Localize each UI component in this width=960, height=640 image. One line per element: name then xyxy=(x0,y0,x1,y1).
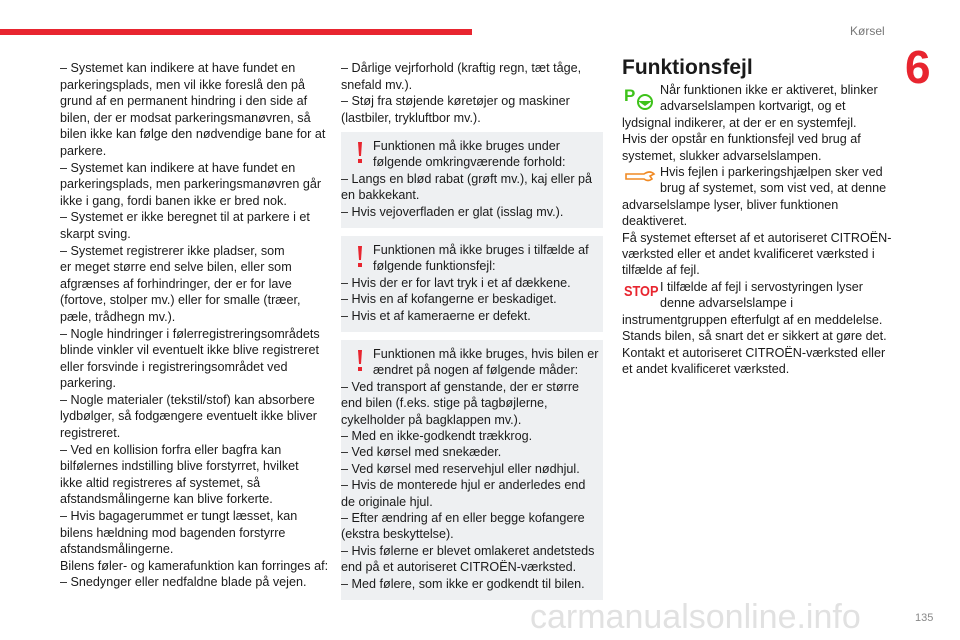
text-line: I tilfælde af fejl i servostyringen lyser xyxy=(660,279,863,294)
exclamation-warning-icon xyxy=(357,350,363,370)
exclamation-warning-icon xyxy=(357,246,363,266)
text-line: bilen ikke kan følge den nødvendige bane for at xyxy=(60,127,326,142)
header-accent-bar xyxy=(0,29,472,35)
text-line: – Nogle hindringer i følerregistreringsområdets xyxy=(60,326,320,341)
text-line: – Støj fra støjende køretøjer og maskiner xyxy=(341,94,570,109)
text-line: Funktionen må ikke bruges, hvis bilen er xyxy=(373,347,599,361)
text-line: ikke i gang, fordi banen ikke er bred nok. xyxy=(60,193,287,208)
text-line: cykelholder på bagklappen mv.). xyxy=(341,412,522,427)
text-line: Bilens føler- og kamerafunktion kan forringes af: xyxy=(60,558,329,573)
exclamation-warning-icon xyxy=(357,142,363,162)
text-line: lydbølger, så fodgængere eventuelt ikke bliver xyxy=(60,409,317,424)
text-line: er meget større end selve bilen, eller som xyxy=(60,260,292,275)
text-line: Kontakt et autoriseret CITROËN-værksted eller xyxy=(622,345,886,360)
text-line: ikke altid registreres af systemet, så xyxy=(60,475,261,490)
text-line: Funktionen må ikke bruges under xyxy=(373,139,560,153)
text-line: – Systemet er ikke beregnet til at parkere i et xyxy=(60,210,310,225)
text-line: afstandsmålingerne. xyxy=(60,542,174,557)
text-line: parkere. xyxy=(60,143,107,158)
text-line: – Systemet kan indikere at have fundet en xyxy=(60,61,296,75)
text-line: registreret. xyxy=(60,426,121,441)
text-line: brug af systemet, som vist ved, at denne xyxy=(660,181,887,196)
text-line: – Ved transport af genstande, der er større xyxy=(341,379,580,394)
warning-box xyxy=(341,132,603,228)
text-line: – Hvis vejoverfladen er glat (isslag mv.). xyxy=(341,204,564,219)
text-line: parkeringsplads, men parkeringsmanøvren går xyxy=(60,177,322,192)
warning-box xyxy=(341,236,603,332)
text-line: skarpt sving. xyxy=(60,226,131,241)
text-line: bilen, der er modsat parkeringsmanøvren, så xyxy=(60,110,311,125)
text-line: (fortove, stolper mv.) eller for smalle (træer, xyxy=(60,293,301,308)
text-line: en bakkekant. xyxy=(341,188,420,203)
text-line: Funktionen må ikke bruges i tilfælde af xyxy=(373,243,589,257)
text-line: parkering. xyxy=(60,376,117,391)
middle-column-text xyxy=(341,60,581,126)
text-line: systemet, slukker advarselslampen. xyxy=(622,148,822,163)
text-line: – Hvis en af kofangerne er beskadiget. xyxy=(341,292,557,307)
text-line: (lastbiler, trykluftbor mv.). xyxy=(341,110,481,125)
text-line: afstandsmålingerne kan blive forkerte. xyxy=(60,492,273,507)
chapter-number: 6 xyxy=(905,41,931,93)
right-column xyxy=(622,82,891,377)
text-line: – Ved kørsel med reservehjul eller nødhjul. xyxy=(341,461,580,476)
text-line: bilfølernes indstilling blive forstyrret, hvilket xyxy=(60,459,299,474)
text-line: – Hvis de monterede hjul er anderledes end xyxy=(341,478,586,493)
text-line: denne advarselslampe i xyxy=(660,296,794,311)
text-line: lydsignal indikerer, at der er en systemfejl. xyxy=(622,115,857,130)
text-line: instrumentgruppen efterfulgt af en meddelelse. xyxy=(622,312,883,327)
text-line: bilens hældning mod bagenden forstyrre xyxy=(60,525,286,540)
text-line: blinde vinkler vil eventuelt ikke blive registreret xyxy=(60,343,319,358)
text-line: – Hvis bagagerummet er tungt læsset, kan xyxy=(60,509,298,524)
text-line: advarselslampe lyser, bliver funktionen xyxy=(622,197,839,212)
text-line: snefald mv.). xyxy=(341,77,413,92)
text-line: – Med følere, som ikke er godkendt til bilen. xyxy=(341,576,585,591)
text-line: Få systemet efterset af et autoriseret CITROËN- xyxy=(622,230,892,245)
text-line: de originale hjul. xyxy=(341,494,433,509)
text-line: – Nogle materialer (tekstil/stof) kan absorbere xyxy=(60,392,315,407)
text-line: – Hvis et af kameraerne er defekt. xyxy=(341,308,531,323)
text-line: følgende omkringværende forhold: xyxy=(373,155,566,170)
text-line: – Med en ikke-godkendt trækkrog. xyxy=(341,429,533,444)
text-line: end bilen (f.eks. stige på tagbøjlerne, xyxy=(341,396,548,411)
warning-box xyxy=(341,340,603,600)
text-line: – Hvis følerne er blevet omlakeret andetsteds xyxy=(341,543,595,558)
text-line: Stands bilen, så snart det er sikkert at gøre det. xyxy=(622,329,887,344)
watermark: carmanualsonline.info xyxy=(530,598,861,636)
left-column xyxy=(60,60,328,591)
text-line: – Ved en kollision forfra eller bagfra kan xyxy=(60,442,282,457)
text-line: pæle, trådhegn mv.). xyxy=(60,309,176,324)
text-line: følgende funktionsfejl: xyxy=(373,259,496,274)
svg-text:P: P xyxy=(624,86,636,105)
text-line: Hvis fejlen i parkeringshjælpen sker ved xyxy=(660,165,883,180)
text-line: grund af en permanent hindring i den side af xyxy=(60,94,308,109)
text-line: – Snedynger eller nedfaldne blade på vejen. xyxy=(60,575,307,590)
text-line: – Ved kørsel med snekæder. xyxy=(341,445,502,460)
text-line: deaktiveret. xyxy=(622,214,688,229)
text-line: Når funktionen ikke er aktiveret, blinker xyxy=(660,83,878,97)
stop-warning-icon: STOP xyxy=(624,283,659,300)
text-line: værksted eller et andet kvalificeret værksted i xyxy=(622,247,875,262)
section-heading: Funktionsfejl xyxy=(622,56,753,79)
text-line: (ekstra beskyttelse). xyxy=(341,527,454,542)
text-line: – Systemet registrerer ikke pladser, som xyxy=(60,243,285,258)
text-line: afgrænses af forhindringer, der er for lave xyxy=(60,276,292,291)
text-line: advarselslampen kortvarigt, og et xyxy=(660,99,846,114)
wrench-service-icon xyxy=(624,168,658,184)
text-line: – Hvis der er for lavt tryk i et af dækkene. xyxy=(341,275,571,290)
text-line: end på et autoriseret CITROËN-værksted. xyxy=(341,560,577,575)
section-title: Kørsel xyxy=(850,24,885,38)
text-line: tilfælde af fejl. xyxy=(622,263,700,278)
text-line: eller forsvinde i registreringsområdet ved xyxy=(60,359,288,374)
text-line: ændret på nogen af følgende måder: xyxy=(373,363,579,378)
text-line: et andet kvalificeret værksted. xyxy=(622,361,790,376)
text-line: – Langs en blød rabat (grøft mv.), kaj eller på xyxy=(341,171,593,186)
text-line: parkeringsplads, men vil ikke foreslå den på xyxy=(60,77,306,92)
page-number: 135 xyxy=(915,612,934,624)
text-line: Hvis der opstår en funktionsfejl ved brug af xyxy=(622,132,861,147)
text-line: – Systemet kan indikere at have fundet en xyxy=(60,160,296,175)
text-line: – Dårlige vejrforhold (kraftig regn, tæt tåge, xyxy=(341,61,582,75)
text-line: – Efter ændring af en eller begge kofangere xyxy=(341,511,585,526)
park-assist-warning-icon xyxy=(624,86,658,110)
